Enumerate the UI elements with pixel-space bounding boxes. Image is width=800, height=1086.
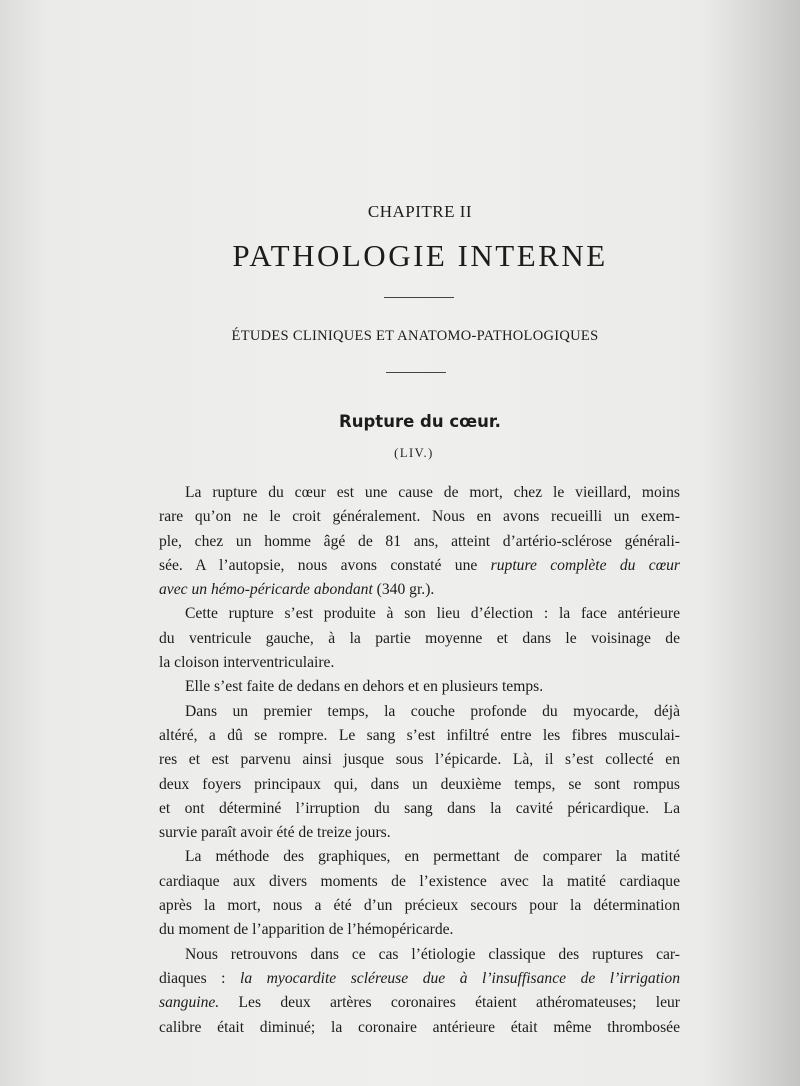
text-line: diaques : la myocardite scléreuse due à l’insuffisance de l’irrigation [159,969,680,987]
text-line: et ont déterminé l’irruption du sang dans la cavité péricardique. La [159,799,680,817]
text-line: ple, chez un homme âgé de 81 ans, atteint d’artério-sclérose générali- [159,532,680,550]
text-line: Elle s’est faite de dedans en dehors et en plusieurs temps. [185,678,544,696]
text-line: survie paraît avoir été de treize jours. [159,824,391,842]
text-line: La rupture du cœur est une cause de mort, chez le vieillard, moins [185,484,680,501]
text-line: rare qu’on ne le croit généralement. Nous en avons recueilli un exem- [159,508,680,526]
body-text [159,481,680,1040]
title-divider [384,297,454,298]
section-title: Rupture du cœur. [339,412,501,431]
section-reference: (LIV.) [394,446,434,460]
chapter-title: PATHOLOGIE INTERNE [232,238,608,273]
text-line: cardiaque aux divers moments de l’existence avec la matité cardiaque [159,872,680,890]
text-line: sée. A l’autopsie, nous avons constaté une rupture complète du cœur [159,556,680,574]
chapter-subtitle: ÉTUDES CLINIQUES ET ANATOMO-PATHOLOGIQUES [231,328,599,344]
text-line: après la mort, nous a été d’un précieux secours pour la détermination [159,897,680,915]
chapter-heading: CHAPITRE II [367,202,473,221]
text-line: res et est parvenu ainsi jusque sous l’épicarde. Là, il s’est collecté en [159,751,680,769]
text-line: La méthode des graphiques, en permettant de comparer la matité [185,848,680,866]
text-line: deux foyers principaux qui, dans un deuxième temps, se sont rompus [159,775,680,793]
text-line: calibre était diminué; la coronaire antérieure était même thrombosée [159,1018,680,1036]
text-line: altéré, a dû se rompre. Le sang s’est infiltré entre les fibres musculai- [159,726,680,744]
text-line: du moment de l’apparition de l’hémopéricarde. [159,921,454,939]
text-line: Nous retrouvons dans ce cas l’étiologie classique des ruptures car- [185,945,680,963]
text-line: sanguine. Les deux artères coronaires étaient athéromateuses; leur [159,994,680,1012]
subtitle-divider [386,372,446,373]
text-line: Dans un premier temps, la couche profonde du myocarde, déjà [185,702,680,720]
text-line: la cloison interventriculaire. [159,654,335,672]
text-line: Cette rupture s’est produite à son lieu d’élection : la face antérieure [185,605,680,623]
text-line: du ventricule gauche, à la partie moyenne et dans le voisinage de [159,629,680,647]
text-line: avec un hémo-péricarde abondant (340 gr.). [159,581,435,599]
